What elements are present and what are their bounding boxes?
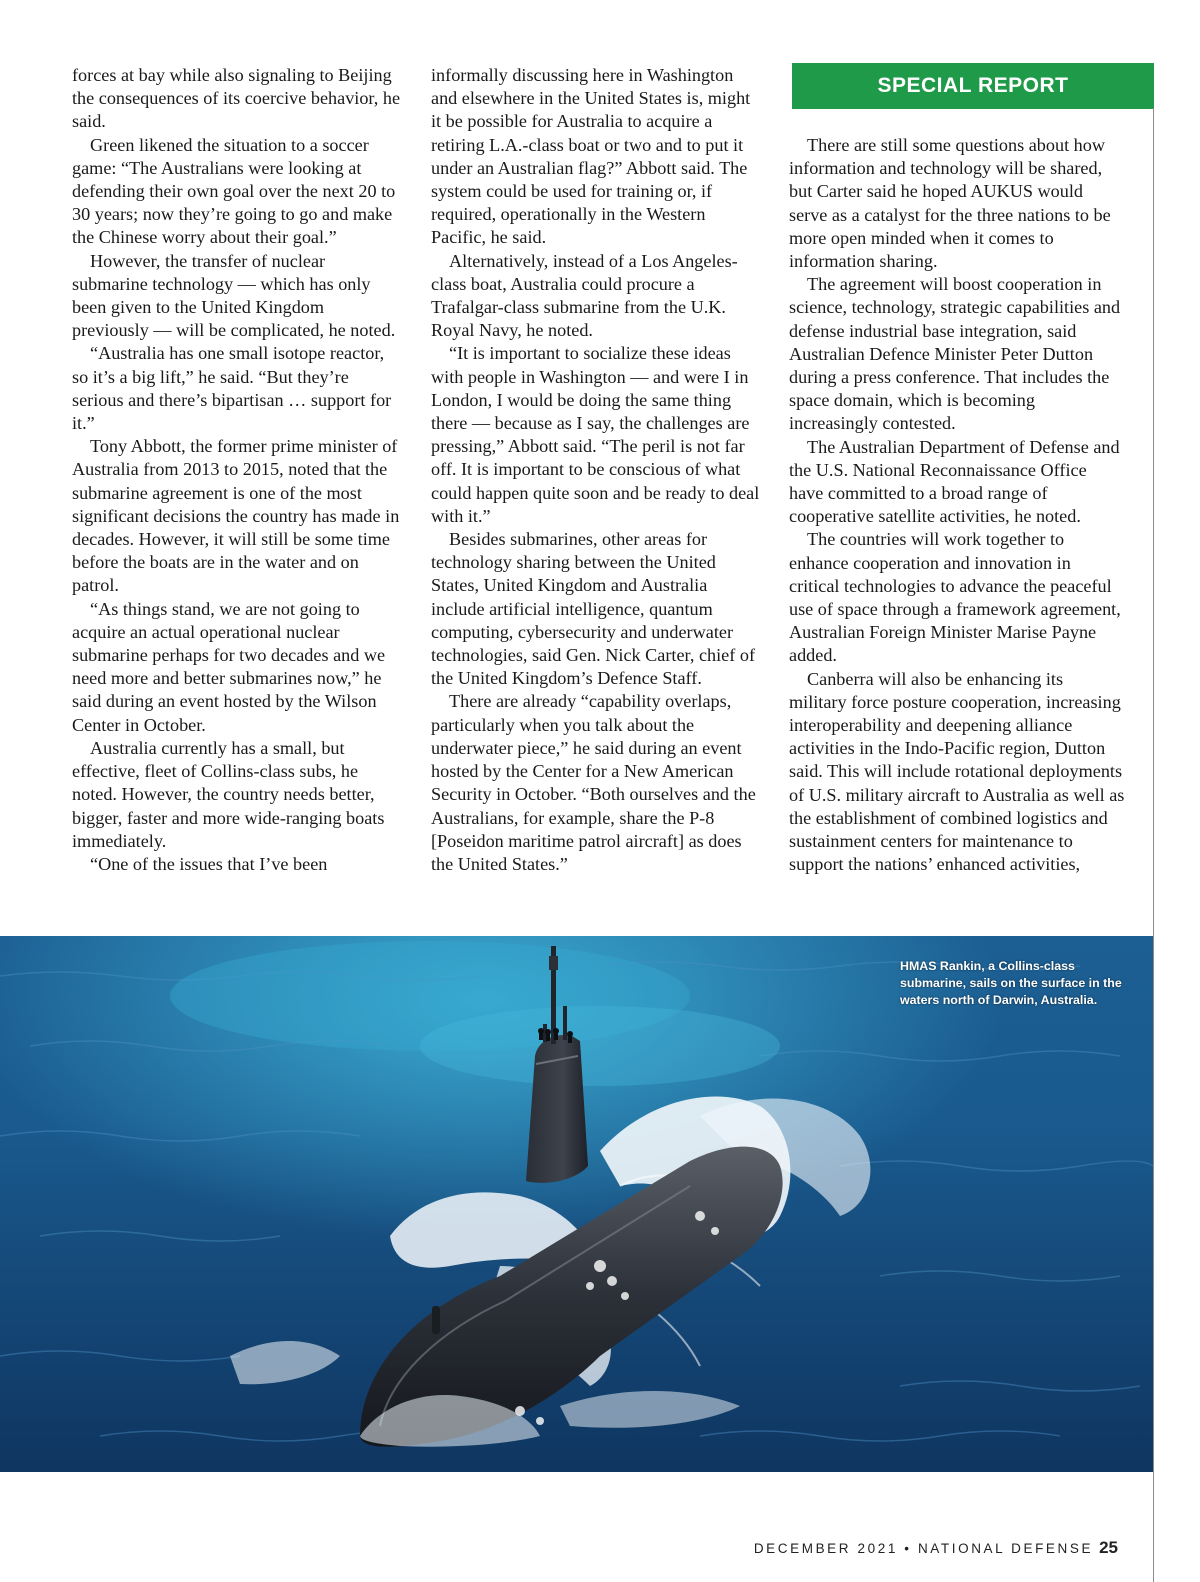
paragraph: Canberra will also be enhancing its military force posture cooperation, increasing interoperability and deepening alliance activities in the Indo-Pacific region, Dutton said. This will include rotational deployments of U.S. military aircraft to Australia as well as the establishment of combined logistics and sustainment centers for maintenance to support the nations’ enhanced activities, <box>789 668 1125 875</box>
paragraph: The countries will work together to enhance cooperation and innovation in critical technologies to advance the peaceful use of space through a framework agreement, Australian Foreign Minister Marise Payne added. <box>789 529 1121 666</box>
paragraph: There are already “capability overlaps, particularly when you talk about the underwater piece,” he said during an event hosted by the Center for a New American Security in October. “Both ourselves and the Australians, for example, share the P-8 [Poseidon maritime patrol aircraft] as does the United States.” <box>431 691 756 874</box>
paragraph: However, the transfer of nuclear submarine technology — which has only been given to the United Kingdom previously — will be complicated, he noted. <box>72 250 396 341</box>
paragraph: “Australia has one small isotope reactor, so it’s a big lift,” he said. “But they’re serious and there’s bipartisan … support for it.” <box>72 343 392 434</box>
paragraph: informally discussing here in Washington and elsewhere in the United States is, might it be possible for Australia to acquire a retiring L.A.-class boat or two and to put it under an Australian flag?” Abbott said. The system could be used for training or, if required, operationally in the Western Pacific, he said. <box>431 65 751 248</box>
paragraph: Green likened the situation to a soccer game: “The Australians were looking at defending their own goal over the next 20 to 30 years; now they’re going to go and make the Chinese worry about their goal.” <box>72 134 396 248</box>
text-column-2 <box>431 64 761 876</box>
paragraph: Besides submarines, other areas for technology sharing between the United States, United Kingdom and Australia include artificial intelligence, quantum computing, cybersecurity and underwater technologies, said Gen. Nick Carter, chief of the United Kingdom’s Defence Staff. <box>431 529 756 689</box>
text-column-3 <box>789 134 1125 877</box>
page-number: 25 <box>1099 1538 1118 1557</box>
paragraph: Australia currently has a small, but effective, fleet of Collins-class subs, he noted. However, the country needs better, bigger, faster and more wide-ranging boats immediately. <box>72 737 385 851</box>
page-footer <box>754 1538 1118 1558</box>
paragraph: forces at bay while also signaling to Beijing the consequences of its coercive behavior, he said. <box>72 65 401 132</box>
paragraph: “As things stand, we are not going to acquire an actual operational nuclear submarine perhaps for two decades and we need more and better submarines now,” he said during an event hosted by the Wilson Center in October. <box>72 598 386 735</box>
paragraph: Tony Abbott, the former prime minister of Australia from 2013 to 2015, noted that the submarine agreement is one of the most significant decisions the country has made in decades. However, it will still be some time before the boats are in the water and on patrol. <box>72 436 400 596</box>
paragraph: The Australian Department of Defense and the U.S. National Reconnaissance Office have committed to a broad range of cooperative satellite activities, he noted. <box>789 436 1120 527</box>
paragraph: There are still some questions about how information and technology will be shared, but Carter said he hoped AUKUS would serve as a catalyst for the three nations to be more open minded when it comes to information sharing. <box>789 135 1111 272</box>
issue-label: DECEMBER 2021 • NATIONAL DEFENSE <box>753 1541 1094 1556</box>
text-column-1 <box>72 64 402 876</box>
submarine-photo <box>0 936 1153 1472</box>
section-banner: SPECIAL REPORT <box>792 63 1154 109</box>
paragraph: Alternatively, instead of a Los Angeles-class boat, Australia could procure a Trafalgar-class submarine from the U.K. Royal Navy, he noted. <box>431 250 738 341</box>
page-edge-rule <box>1153 108 1154 1582</box>
photo-caption: HMAS Rankin, a Collins-class submarine, sails on the surface in the waters north of Darwin, Australia. <box>900 959 1122 1007</box>
paragraph: “It is important to socialize these ideas with people in Washington — and were I in London, I would be doing the same thing there — because as I say, the challenges are pressing,” Abbott said. “The peril is not far off. It is important to be conscious of what could happen quite soon and be ready to deal with it.” <box>431 343 760 526</box>
paragraph: The agreement will boost cooperation in science, technology, strategic capabilities and defense industrial base integration, said Australian Defence Minister Peter Dutton during a press conference. That includes the space domain, which is becoming increasingly contested. <box>789 274 1121 434</box>
paragraph: “One of the issues that I’ve been <box>90 853 328 874</box>
submarine-illustration <box>0 936 1153 1472</box>
